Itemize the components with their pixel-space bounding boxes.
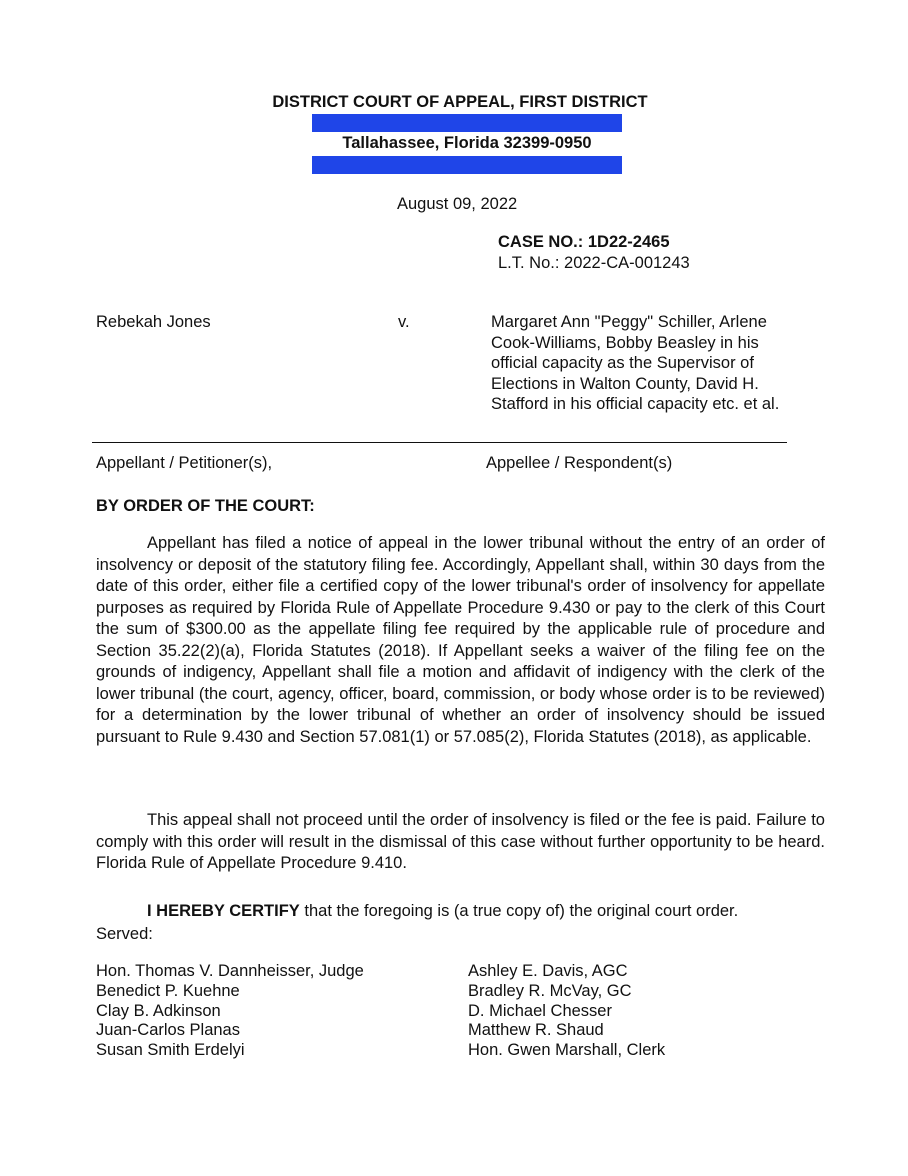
served-recipient: Matthew R. Shaud <box>468 1021 604 1040</box>
appellant-role: Appellant / Petitioner(s), <box>96 454 273 472</box>
served-recipient: Clay B. Adkinson <box>96 1001 221 1020</box>
case-number-label: CASE NO.: <box>498 233 584 251</box>
served-list-left <box>96 962 364 1061</box>
order-heading: BY ORDER OF THE COURT: <box>96 497 315 515</box>
order-paragraph-2: This appeal shall not proceed until the order of insolvency is filed or the fee is paid. Failure to comply with this order will result in the dismissal of this case without further opportunity to be heard. Florida Rule of Appellate Procedure 9.410. <box>96 811 825 872</box>
appellee-role: Appellee / Respondent(s) <box>486 454 673 472</box>
order-date: August 09, 2022 <box>397 195 518 213</box>
case-number <box>498 233 670 252</box>
served-recipient: Hon. Gwen Marshall, Clerk <box>468 1041 666 1060</box>
redaction-bar-bottom <box>312 156 622 174</box>
served-recipient: Susan Smith Erdelyi <box>96 1041 245 1060</box>
versus: v. <box>398 313 410 331</box>
served-recipient: Juan-Carlos Planas <box>96 1021 240 1040</box>
certify-rest: that the foregoing is (a true copy of) the original court order. <box>299 902 739 920</box>
served-recipient: Bradley R. McVay, GC <box>468 981 632 1000</box>
case-number-value: 1D22-2465 <box>587 233 670 251</box>
certify-bold: I HEREBY CERTIFY <box>147 902 300 920</box>
certification-statement <box>147 902 738 921</box>
served-list-right <box>468 962 665 1061</box>
order-paragraph-1: Appellant has filed a notice of appeal in the lower tribunal without the entry of an order of insolvency or deposit of the statutory filing fee. Accordingly, Appellant shall, within 30 days from the date of this order, either file a certified copy of the lower tribunal's order of insolvency for appellate purposes as required by Florida Rule of Appellate Procedure 9.430 or pay to the clerk of this Court the sum of $300.00 as the appellate filing fee required by the applicable rule of procedure and Section 35.22(2)(a), Florida Statutes (2018). If Appellant seeks a waiver of the filing fee on the grounds of indigency, Appellant shall file a motion and affidavit of indigency with the clerk of the lower tribunal (the court, agency, officer, board, commission, or body whose order is to be reviewed) for a determination by the lower tribunal of whether an order of insolvency should be issued pursuant to Rule 9.430 and Section 57.081(1) or 57.085(2), Florida Statutes (2018), as applicable. <box>96 534 825 746</box>
served-label: Served: <box>96 925 153 943</box>
appellee-names: Margaret Ann "Peggy" Schiller, Arlene Cook-Williams, Bobby Beasley in his official capacity as the Supervisor of Elections in Walton County, David H. Stafford in his official capacity etc. et al. <box>491 313 780 413</box>
served-recipient: Benedict P. Kuehne <box>96 981 240 1000</box>
court-name: DISTRICT COURT OF APPEAL, FIRST DISTRICT <box>272 93 648 111</box>
court-address: Tallahassee, Florida 32399-0950 <box>342 134 592 152</box>
caption-divider <box>92 442 787 443</box>
redaction-bar-top <box>312 114 622 132</box>
served-recipient: Ashley E. Davis, AGC <box>468 962 628 980</box>
appellant-name: Rebekah Jones <box>96 313 211 331</box>
lower-tribunal-number: L.T. No.: 2022-CA-001243 <box>498 254 690 272</box>
served-recipient: D. Michael Chesser <box>468 1001 612 1020</box>
served-recipient: Hon. Thomas V. Dannheisser, Judge <box>96 962 364 980</box>
